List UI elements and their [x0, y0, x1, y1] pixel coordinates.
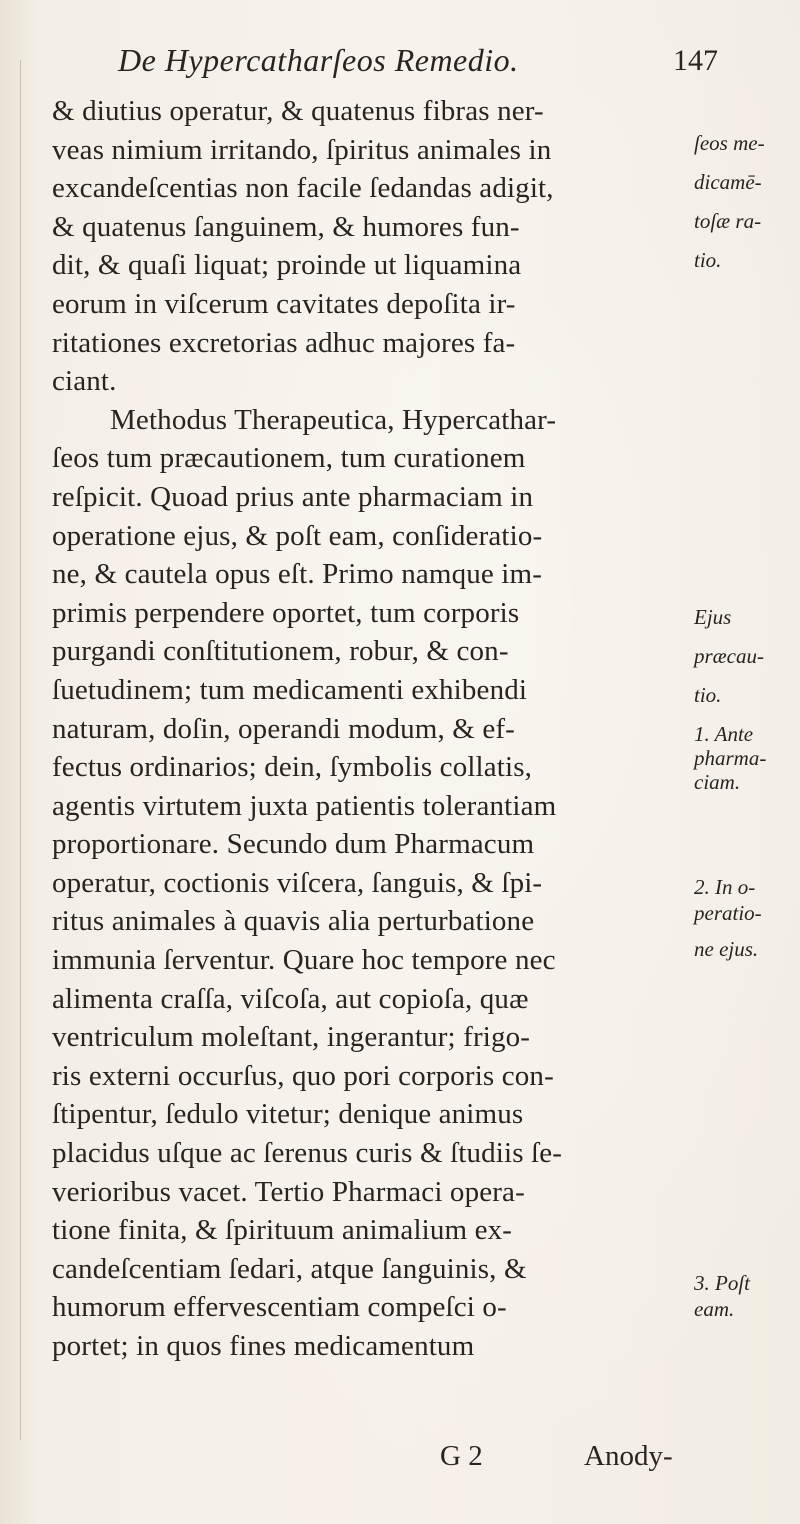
footer-line — [52, 1440, 692, 1480]
text-line: ventriculum moleſtant, ingerantur; frigo- — [52, 1021, 531, 1054]
catchword: Anody- — [584, 1440, 673, 1472]
marginal-note: toſæ ra- — [694, 209, 762, 233]
marginal-note: 2. In o- — [694, 875, 756, 899]
marginal-note: pharma- — [694, 746, 767, 770]
marginal-note: Ejus — [694, 605, 732, 629]
text-line: immunia ſerventur. Quare hoc tempore nec — [52, 944, 556, 977]
text-line: veas nimium irritando, ſpiritus animales in — [52, 133, 552, 166]
text-line: excandeſcentias non facile ſedandas adigit, — [52, 172, 554, 205]
marginal-note: 3. Poſt — [694, 1271, 750, 1295]
text-line: agentis virtutem juxta patientis tolerantiam — [52, 789, 557, 822]
text-line: dit, & quaſi liquat; proinde ut liquamina — [52, 249, 522, 282]
text-line: ne, & cautela opus eſt. Primo namque im- — [52, 558, 543, 591]
gutter-shadow — [20, 60, 21, 1440]
text-line: purgandi conſtitutionem, robur, & con- — [52, 635, 509, 668]
running-title: De Hypercatharſeos Remedio. — [118, 42, 519, 78]
marginal-note: tio. — [694, 683, 722, 707]
text-line: reſpicit. Quoad prius ante pharmaciam in — [52, 480, 534, 513]
text-line: eorum in viſcerum cavitates depoſita ir- — [52, 287, 516, 320]
marginal-note: eam. — [694, 1297, 735, 1321]
text-line: placidus uſque ac ſerenus curis & ſtudiis ſe- — [52, 1137, 563, 1170]
text-line: operatur, coctionis viſcera, ſanguis, & ſpi- — [52, 866, 543, 899]
marginal-note: ſeos me- — [694, 131, 765, 155]
signature-mark: G 2 — [440, 1440, 483, 1472]
body-text — [52, 92, 692, 1366]
text-line: primis perpendere oportet, tum corporis — [52, 596, 520, 629]
text-line: portet; in quos fines medicamentum — [52, 1330, 475, 1362]
marginal-note: peratio- — [694, 901, 762, 925]
text-line: proportionare. Secundo dum Pharmacum — [52, 828, 535, 861]
marginal-note: ne ejus. — [694, 937, 759, 961]
text-line: tione finita, & ſpirituum animalium ex- — [52, 1214, 513, 1247]
text-line: ris externi occurſus, quo pori corporis con- — [52, 1059, 554, 1092]
text-line: alimenta craſſa, viſcoſa, aut copioſa, quæ — [52, 982, 529, 1015]
text-line: naturam, doſin, operandi modum, & ef- — [52, 712, 515, 745]
marginal-note: præcau- — [694, 644, 764, 668]
text-line: & quatenus ſanguinem, & humores fun- — [52, 210, 520, 243]
marginal-note: ciam. — [694, 770, 741, 794]
text-line: operatione ejus, & poſt eam, conſideratio- — [52, 519, 543, 552]
text-line: ſuetudinem; tum medicamenti exhibendi — [52, 673, 528, 706]
text-line: & diutius operatur, & quatenus fibras ner- — [52, 95, 544, 127]
text-line: ſeos tum præcautionem, tum curationem — [52, 442, 526, 475]
text-line: fectus ordinarios; dein, ſymbolis collatis, — [52, 751, 533, 784]
text-line: candeſcentiam ſedari, atque ſanguinis, & — [52, 1252, 527, 1285]
page-number: 147 — [673, 44, 718, 77]
text-line: Methodus Therapeutica, Hypercathar- — [110, 403, 557, 436]
text-line: ciant. — [52, 365, 117, 398]
text-line: ſtipentur, ſedulo vitetur; denique animus — [52, 1098, 524, 1131]
text-line: ritationes excretorias adhuc majores fa- — [52, 326, 516, 359]
text-line: verioribus vacet. Tertio Pharmaci opera- — [52, 1175, 525, 1208]
marginal-note: 1. Ante — [694, 722, 754, 746]
text-line: humorum effervescentiam compeſci o- — [52, 1291, 507, 1324]
marginal-note: tio. — [694, 248, 722, 272]
running-head — [118, 38, 718, 86]
marginal-note: dicamē- — [694, 170, 762, 194]
text-line: ritus animales à quavis alia perturbatione — [52, 905, 535, 938]
